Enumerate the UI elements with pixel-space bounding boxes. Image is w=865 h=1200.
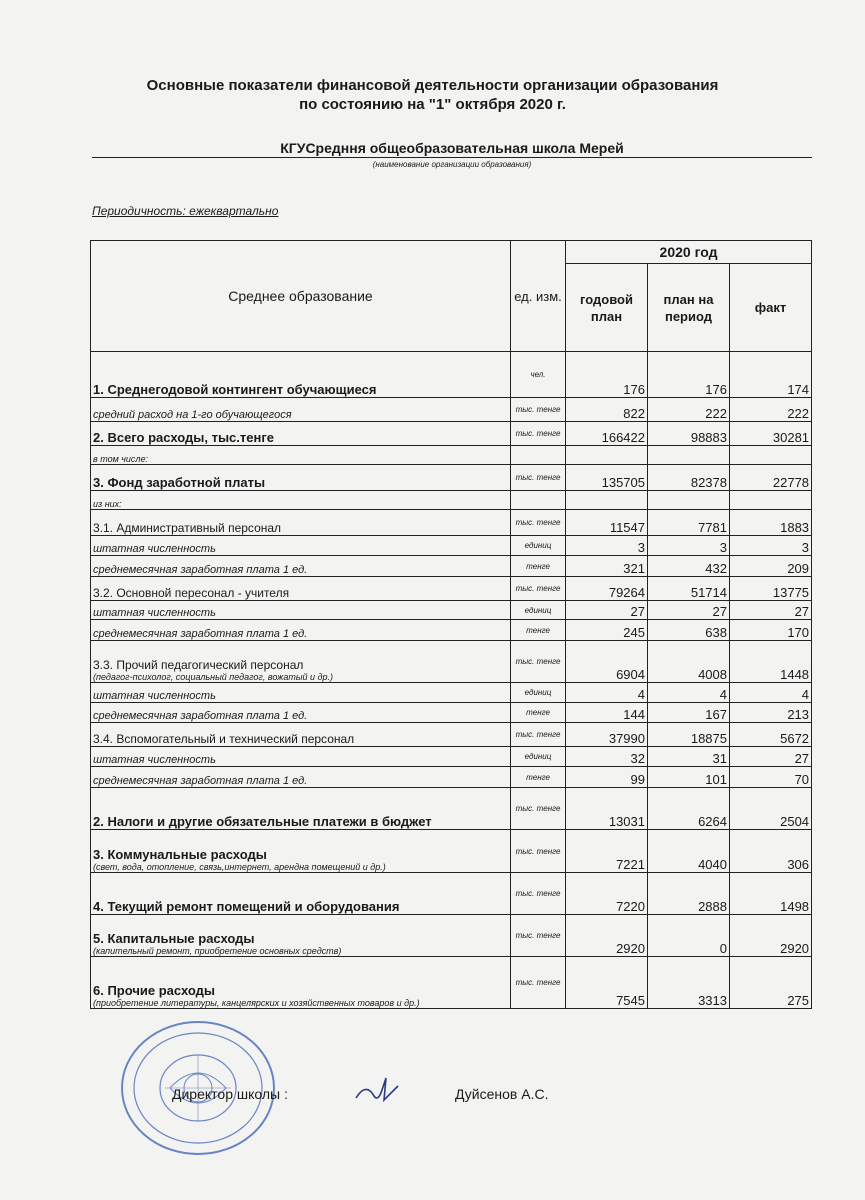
signature-icon — [352, 1072, 402, 1113]
period-plan-value: 101 — [648, 767, 730, 788]
table-row — [91, 601, 812, 620]
table-row — [91, 830, 812, 873]
row-label: из них: — [93, 499, 122, 509]
annual-plan-value: 822 — [566, 398, 648, 422]
period-plan-value — [648, 491, 730, 510]
annual-plan-value: 4 — [566, 683, 648, 703]
row-name — [91, 683, 511, 703]
row-unit: тыс. тенге — [511, 510, 566, 536]
annual-plan-value: 135705 — [566, 465, 648, 491]
period-plan-value: 18875 — [648, 723, 730, 747]
table-row — [91, 465, 812, 491]
annual-plan-value: 176 — [566, 352, 648, 398]
fact-value: 13775 — [730, 577, 812, 601]
row-label: штатная численность — [93, 690, 216, 702]
row-unit: единиц — [511, 683, 566, 703]
fact-value: 1498 — [730, 873, 812, 915]
row-name — [91, 465, 511, 491]
fact-value: 30281 — [730, 422, 812, 446]
row-label: штатная численность — [93, 607, 216, 619]
signer-label: Директор школы : — [172, 1086, 288, 1102]
fact-value: 306 — [730, 830, 812, 873]
row-name — [91, 398, 511, 422]
report-title — [0, 76, 865, 114]
table-body — [91, 352, 812, 1009]
fact-value: 1448 — [730, 641, 812, 683]
annual-plan-value: 27 — [566, 601, 648, 620]
organization-name: КГУСредння общеобразовательная школа Мерей — [280, 140, 624, 156]
periodicity: Периодичность: ежеквартально — [92, 204, 279, 218]
fact-value: 1883 — [730, 510, 812, 536]
period-plan-value: 6264 — [648, 788, 730, 830]
row-name — [91, 641, 511, 683]
row-unit: тенге — [511, 767, 566, 788]
table-row — [91, 620, 812, 641]
table-row — [91, 723, 812, 747]
row-label: 3.4. Вспомогательный и технический персонал — [93, 732, 355, 746]
annual-plan-value: 2920 — [566, 915, 648, 957]
row-name — [91, 620, 511, 641]
annual-plan-value: 37990 — [566, 723, 648, 747]
row-name — [91, 352, 511, 398]
table-row — [91, 683, 812, 703]
table-row — [91, 398, 812, 422]
annual-plan-value: 7220 — [566, 873, 648, 915]
row-label: 4. Текущий ремонт помещений и оборудования — [93, 899, 400, 914]
row-sublabel: (приобретение литературы, канцелярских и хозяйственных товаров и др.) — [93, 998, 420, 1008]
fact-value: 213 — [730, 703, 812, 723]
row-unit: тыс. тенге — [511, 398, 566, 422]
row-unit: тыс. тенге — [511, 873, 566, 915]
row-label: 3.2. Основной пересонал - учителя — [93, 586, 290, 600]
row-name — [91, 446, 511, 465]
fact-value: 174 — [730, 352, 812, 398]
row-name — [91, 703, 511, 723]
header-period-plan: план на период — [648, 264, 730, 352]
row-unit: тыс. тенге — [511, 577, 566, 601]
row-unit: единиц — [511, 601, 566, 620]
row-sublabel: (педагог-психолог, социальный педагог, вожатый и др.) — [93, 672, 333, 682]
annual-plan-value: 32 — [566, 747, 648, 767]
table-row — [91, 536, 812, 556]
row-label: в том числе: — [93, 454, 149, 464]
table-row — [91, 873, 812, 915]
row-name — [91, 873, 511, 915]
fact-value: 3 — [730, 536, 812, 556]
row-label: 5. Капитальные расходы — [93, 931, 255, 946]
row-label: 2. Налоги и другие обязательные платежи в бюджет — [93, 814, 432, 829]
annual-plan-value: 11547 — [566, 510, 648, 536]
row-sublabel: (свет, вода, отопление, связь,интернет, арендна помещений и др.) — [93, 862, 386, 872]
row-unit: тыс. тенге — [511, 830, 566, 873]
fact-value — [730, 446, 812, 465]
period-plan-value: 638 — [648, 620, 730, 641]
table-row — [91, 747, 812, 767]
period-plan-value: 222 — [648, 398, 730, 422]
table-row — [91, 957, 812, 1009]
annual-plan-value: 7545 — [566, 957, 648, 1009]
row-label: 2. Всего расходы, тыс.тенге — [93, 430, 274, 445]
row-name — [91, 601, 511, 620]
annual-plan-value: 144 — [566, 703, 648, 723]
period-plan-value: 4040 — [648, 830, 730, 873]
period-plan-value: 4 — [648, 683, 730, 703]
annual-plan-value: 245 — [566, 620, 648, 641]
row-unit — [511, 491, 566, 510]
row-name — [91, 723, 511, 747]
row-label: среднемесячная заработная плата 1 ед. — [93, 564, 308, 576]
row-unit: тыс. тенге — [511, 641, 566, 683]
table-row — [91, 767, 812, 788]
period-plan-value: 0 — [648, 915, 730, 957]
table-row — [91, 703, 812, 723]
fact-value — [730, 491, 812, 510]
row-unit — [511, 446, 566, 465]
row-label: 3. Коммунальные расходы — [93, 847, 267, 862]
annual-plan-value — [566, 491, 648, 510]
fact-value: 222 — [730, 398, 812, 422]
row-label: 6. Прочие расходы — [93, 983, 215, 998]
fact-value: 4 — [730, 683, 812, 703]
period-plan-value: 176 — [648, 352, 730, 398]
row-unit: тенге — [511, 703, 566, 723]
annual-plan-value: 3 — [566, 536, 648, 556]
row-label: 3.1. Административный персонал — [93, 521, 282, 535]
fact-value: 27 — [730, 601, 812, 620]
row-label: среднемесячная заработная плата 1 ед. — [93, 775, 308, 787]
row-unit: единиц — [511, 747, 566, 767]
table-row — [91, 915, 812, 957]
period-plan-value: 432 — [648, 556, 730, 577]
header-section: Среднее образование — [91, 241, 511, 352]
period-plan-value: 2888 — [648, 873, 730, 915]
annual-plan-value — [566, 446, 648, 465]
fact-value: 209 — [730, 556, 812, 577]
table-row — [91, 577, 812, 601]
period-plan-value: 167 — [648, 703, 730, 723]
row-unit: тыс. тенге — [511, 422, 566, 446]
row-label: штатная численность — [93, 754, 216, 766]
title-line-2: по состоянию на "1" октября 2020 г. — [299, 96, 566, 113]
row-name — [91, 491, 511, 510]
signer-name: Дуйсенов А.С. — [455, 1086, 549, 1102]
row-name — [91, 577, 511, 601]
period-plan-value: 3313 — [648, 957, 730, 1009]
row-name — [91, 747, 511, 767]
fact-value: 2920 — [730, 915, 812, 957]
period-plan-value: 4008 — [648, 641, 730, 683]
row-unit: тыс. тенге — [511, 465, 566, 491]
row-unit: тыс. тенге — [511, 788, 566, 830]
annual-plan-value: 321 — [566, 556, 648, 577]
table-row — [91, 352, 812, 398]
row-name — [91, 767, 511, 788]
annual-plan-value: 99 — [566, 767, 648, 788]
fact-value: 5672 — [730, 723, 812, 747]
row-unit: тыс. тенге — [511, 957, 566, 1009]
row-label: средний расход на 1-го обучающегося — [93, 409, 292, 421]
period-plan-value: 7781 — [648, 510, 730, 536]
row-label: среднемесячная заработная плата 1 ед. — [93, 628, 308, 640]
fact-value: 170 — [730, 620, 812, 641]
row-unit: чел. — [511, 352, 566, 398]
table-row — [91, 556, 812, 577]
row-unit: тенге — [511, 620, 566, 641]
fact-value: 275 — [730, 957, 812, 1009]
row-name — [91, 957, 511, 1009]
annual-plan-value: 13031 — [566, 788, 648, 830]
row-label: штатная численность — [93, 543, 216, 555]
table-row — [91, 788, 812, 830]
period-plan-value: 27 — [648, 601, 730, 620]
table-row — [91, 491, 812, 510]
row-name — [91, 788, 511, 830]
row-unit: тенге — [511, 556, 566, 577]
row-unit: тыс. тенге — [511, 723, 566, 747]
header-year: 2020 год — [566, 241, 812, 264]
table-row — [91, 422, 812, 446]
period-plan-value: 31 — [648, 747, 730, 767]
row-name — [91, 422, 511, 446]
row-name — [91, 510, 511, 536]
row-label: среднемесячная заработная плата 1 ед. — [93, 710, 308, 722]
annual-plan-value: 166422 — [566, 422, 648, 446]
organization-caption: (наименование организации образования) — [372, 160, 532, 169]
row-unit: тыс. тенге — [511, 915, 566, 957]
period-plan-value — [648, 446, 730, 465]
header-unit: ед. изм. — [511, 241, 566, 352]
table-row — [91, 446, 812, 465]
row-name — [91, 556, 511, 577]
organization-underline — [92, 157, 812, 158]
period-plan-value: 98883 — [648, 422, 730, 446]
row-name — [91, 830, 511, 873]
row-name — [91, 915, 511, 957]
row-label: 3.3. Прочий педагогический персонал — [93, 658, 304, 672]
row-name — [91, 536, 511, 556]
fact-value: 27 — [730, 747, 812, 767]
title-line-1: Основные показатели финансовой деятельности организации образования — [146, 77, 719, 94]
row-label: 1. Среднегодовой контингент обучающиеся — [93, 382, 377, 397]
row-sublabel: (капительный ремонт, приобретение основных средств) — [93, 946, 342, 956]
period-plan-value: 51714 — [648, 577, 730, 601]
header-fact: факт — [730, 264, 812, 352]
header-annual-plan: годовой план — [566, 264, 648, 352]
period-plan-value: 3 — [648, 536, 730, 556]
annual-plan-value: 7221 — [566, 830, 648, 873]
row-unit: единиц — [511, 536, 566, 556]
annual-plan-value: 79264 — [566, 577, 648, 601]
annual-plan-value: 6904 — [566, 641, 648, 683]
period-plan-value: 82378 — [648, 465, 730, 491]
financial-table — [90, 240, 812, 1009]
fact-value: 2504 — [730, 788, 812, 830]
table-row — [91, 641, 812, 683]
table-row — [91, 510, 812, 536]
fact-value: 70 — [730, 767, 812, 788]
fact-value: 22778 — [730, 465, 812, 491]
row-label: 3. Фонд заработной платы — [93, 475, 266, 490]
